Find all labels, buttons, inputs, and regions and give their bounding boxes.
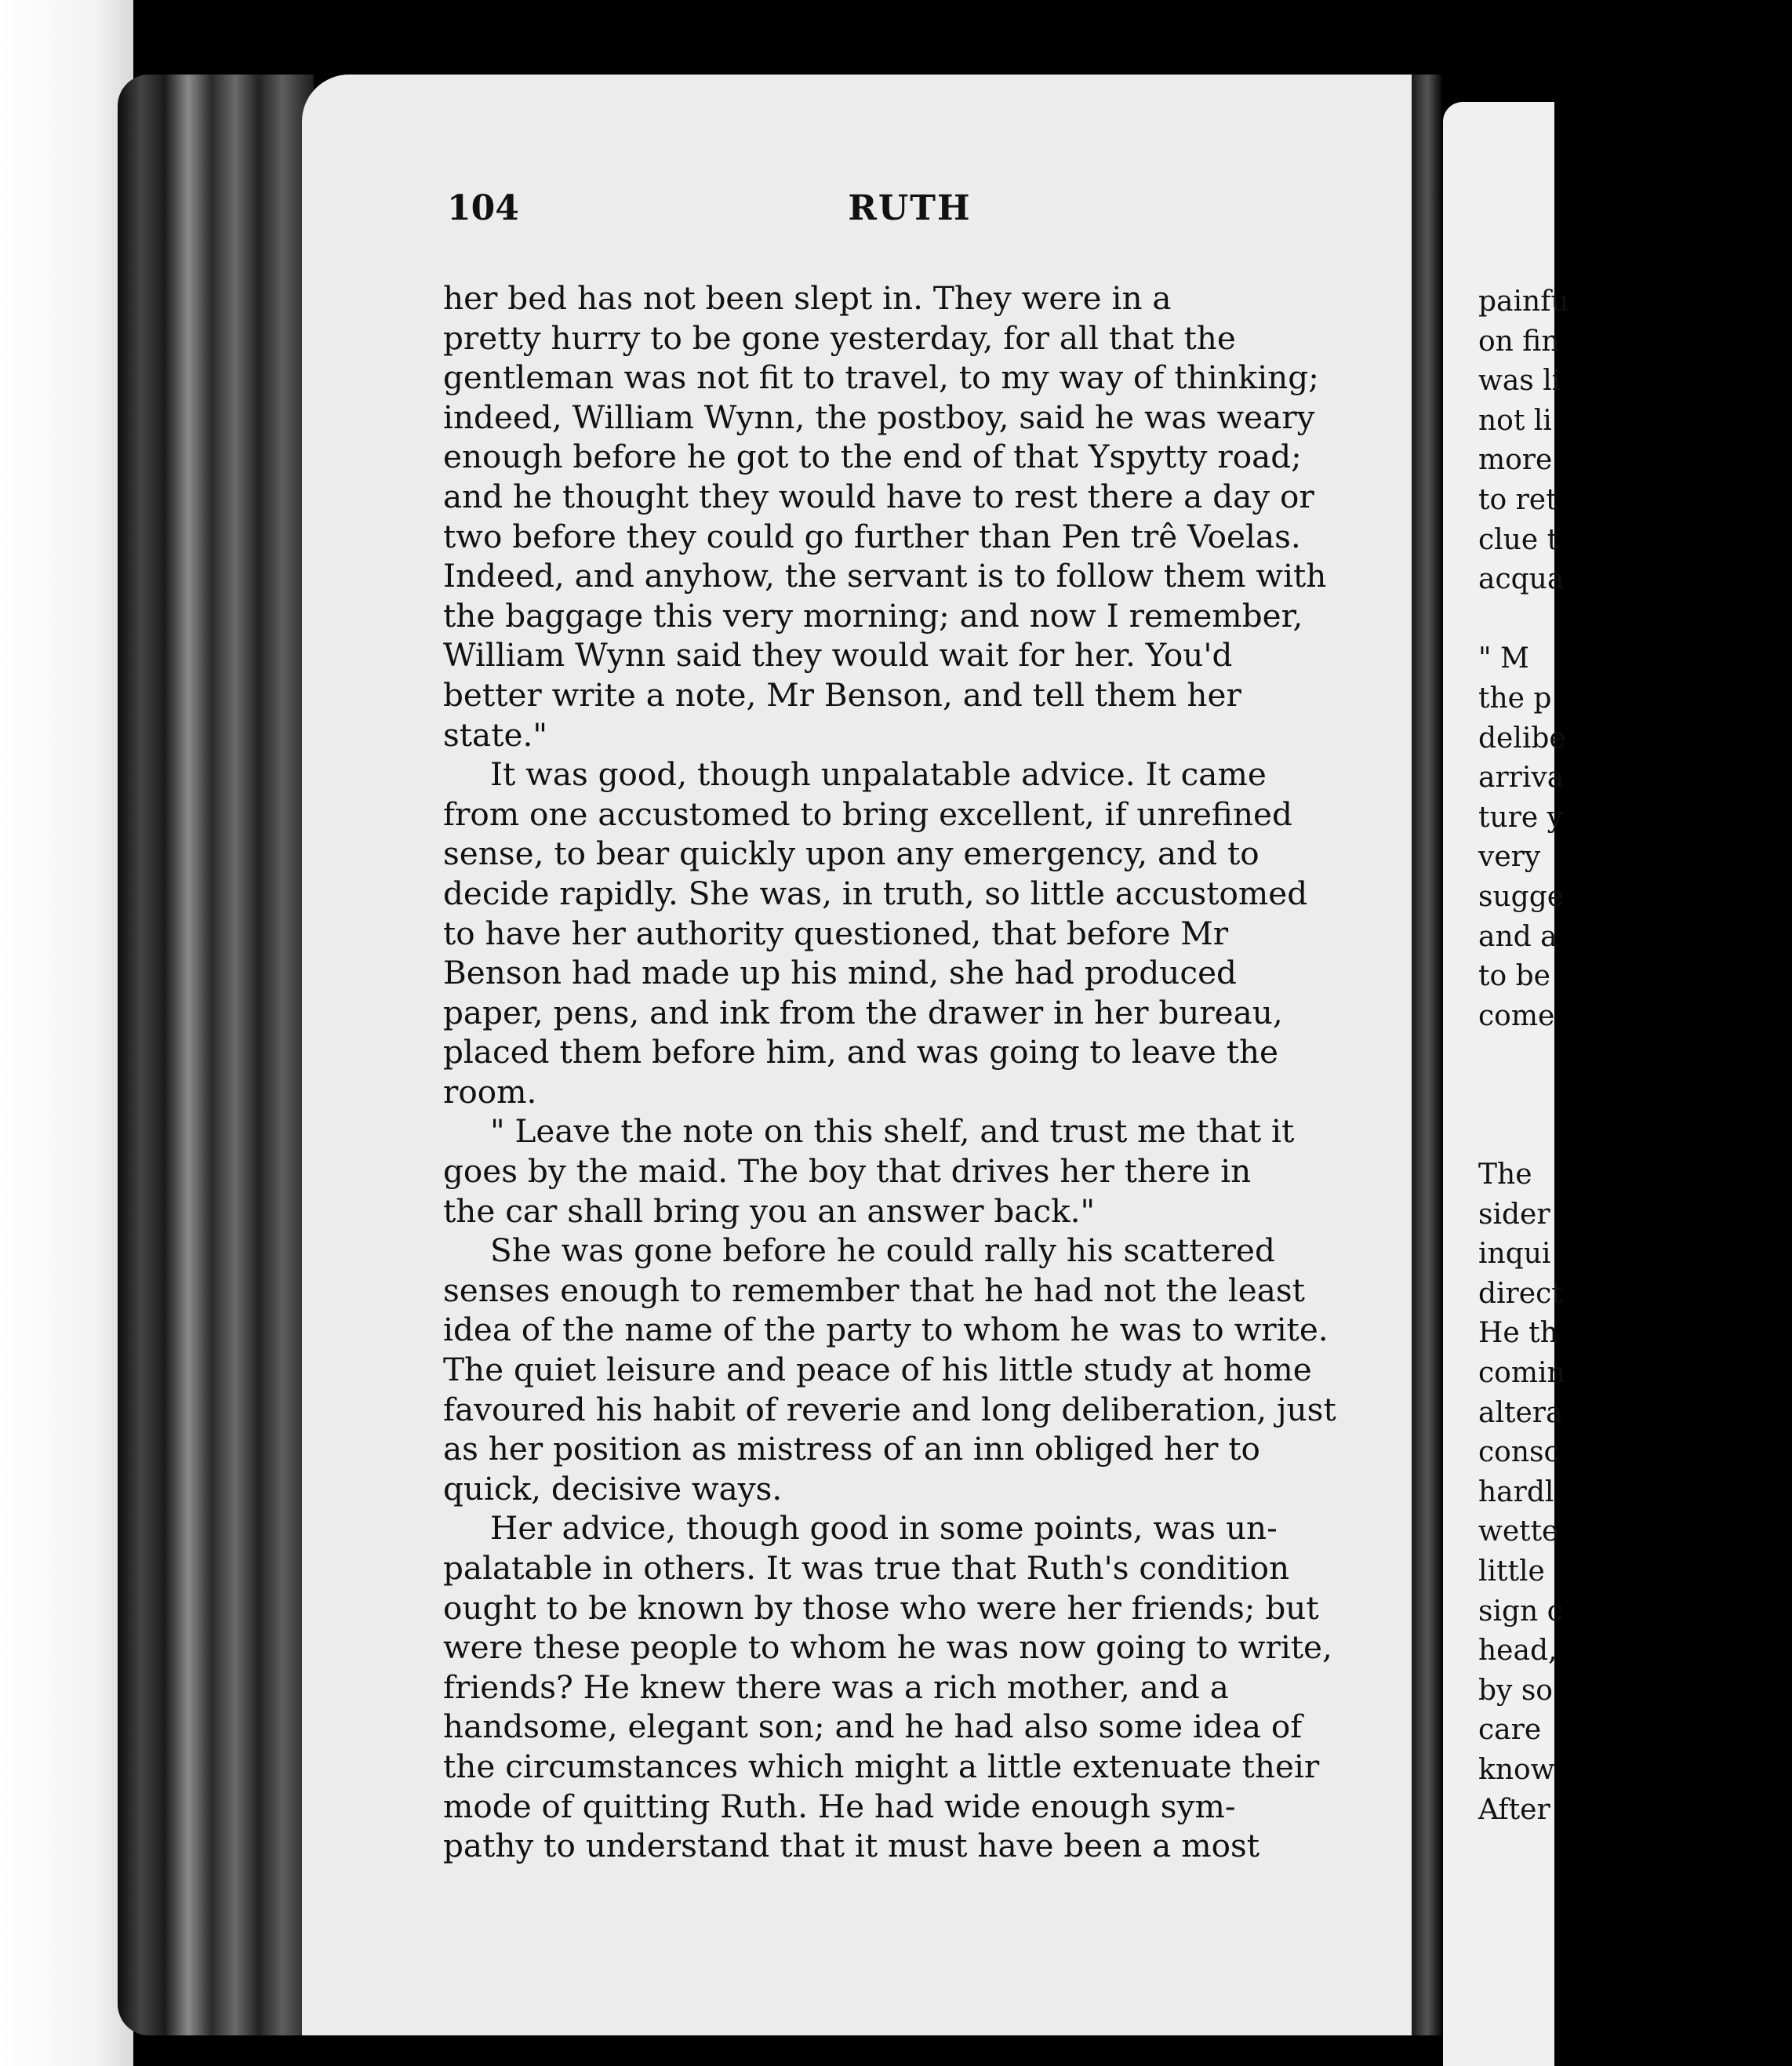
text-line: better write a note, Mr Benson, and tell them her (443, 675, 1241, 714)
book-page-edges (118, 75, 314, 2035)
facing-text-line: sign c (1478, 1595, 1563, 1628)
facing-text-line: on fin (1478, 325, 1560, 358)
text-line: were these people to whom he was now going to write, (443, 1628, 1332, 1667)
facing-text-line (1478, 600, 1792, 640)
facing-text-line: to ret (1478, 483, 1558, 516)
facing-text-line: He th (1478, 1317, 1558, 1350)
text-line: and he thought they would have to rest there a day or (443, 477, 1314, 515)
facing-text-line: by so (1478, 1674, 1553, 1707)
text-line: pathy to understand that it must have been a most (443, 1827, 1260, 1865)
facing-text-line: clue t (1478, 523, 1559, 556)
facing-text-line: wette (1478, 1515, 1559, 1548)
text-line: favoured his habit of reverie and long deliberation, just (443, 1390, 1336, 1428)
text-line: two before they could go further than Pen trê Voelas. (443, 517, 1301, 555)
text-line: The quiet leisure and peace of his little study at home (443, 1351, 1312, 1389)
text-line: handsome, elegant son; and he had also some idea of (443, 1708, 1303, 1746)
text-line: palatable in others. It was true that Ruth's condition (443, 1549, 1290, 1587)
facing-text-line: to be (1478, 960, 1550, 993)
text-line: her bed has not been slept in. They were in a (443, 279, 1172, 317)
facing-text-line: little (1478, 1555, 1545, 1588)
text-line: ought to be known by those who were her friends; but (443, 1588, 1319, 1627)
facing-text-line: and a (1478, 920, 1558, 953)
text-line: Her advice, though good in some points, was un- (490, 1509, 1278, 1548)
body-text (443, 278, 1384, 1866)
facing-text-line: " M (1478, 642, 1529, 675)
facing-text-line: very (1478, 841, 1541, 874)
facing-text-line: direct (1478, 1277, 1563, 1310)
page-number: 104 (447, 188, 519, 228)
text-line: William Wynn said they would wait for her. You'd (443, 636, 1233, 675)
text-line: goes by the maid. The boy that drives her there in (443, 1152, 1252, 1191)
facing-text-line: come (1478, 999, 1555, 1032)
text-line: senses enough to remember that he had not the least (443, 1271, 1305, 1309)
text-line: to have her authority questioned, that before Mr (443, 914, 1229, 952)
text-line: state." (443, 715, 547, 754)
text-line: from one accustomed to bring excellent, if unrefined (443, 795, 1292, 833)
text-line: idea of the name of the party to whom he was to write. (443, 1311, 1329, 1349)
text-line: sense, to bear quickly upon any emergency, and to (443, 835, 1259, 873)
text-line: enough before he got to the end of that Yspytty road; (443, 438, 1302, 476)
text-line: indeed, William Wynn, the postboy, said he was weary (443, 398, 1315, 436)
text-line: It was good, though unpalatable advice. It came (490, 755, 1267, 794)
book-gutter (1412, 75, 1443, 2035)
text-line: placed them before him, and was going to leave the (443, 1033, 1279, 1071)
facing-text-line: painfu (1478, 286, 1569, 318)
running-title: RUTH (848, 188, 972, 228)
facing-text-line: altera (1478, 1396, 1563, 1429)
text-line: the circumstances which might a little extenuate their (443, 1747, 1320, 1785)
text-line: quick, decisive ways. (443, 1469, 783, 1508)
text-line: room. (443, 1072, 537, 1111)
facing-text-line: ture y (1478, 801, 1563, 834)
facing-text-line: know (1478, 1753, 1555, 1786)
facing-text-line: not li (1478, 404, 1552, 437)
text-line: paper, pens, and ink from the drawer in her bureau, (443, 993, 1283, 1031)
scan-background-margin (0, 0, 133, 2066)
text-line: Indeed, and anyhow, the servant is to follow them with (443, 557, 1327, 595)
facing-text-line: arriva (1478, 762, 1565, 795)
facing-page-text (1478, 282, 1792, 1830)
facing-text-line (1478, 1036, 1792, 1076)
text-line: mode of quitting Ruth. He had wide enough sym- (443, 1787, 1236, 1825)
text-line: Benson had made up his mind, she had produced (443, 954, 1237, 992)
left-book-page (302, 75, 1412, 2035)
text-line: as her position as mistress of an inn obliged her to (443, 1430, 1260, 1468)
text-line: friends? He knew there was a rich mother, and a (443, 1668, 1229, 1706)
facing-text-line: was li (1478, 365, 1561, 398)
facing-text-line (1478, 1115, 1792, 1155)
facing-text-line: comin (1478, 1357, 1565, 1390)
page-header (447, 188, 1388, 243)
facing-text-line: acqua (1478, 563, 1565, 596)
facing-text-line: The (1478, 1158, 1532, 1191)
text-line: " Leave the note on this shelf, and trust me that it (490, 1112, 1295, 1151)
facing-text-line: care (1478, 1714, 1542, 1747)
facing-text-line: sugge (1478, 880, 1565, 913)
facing-text-line (1478, 1076, 1792, 1116)
facing-text-line: consc (1478, 1436, 1560, 1469)
text-line: gentleman was not fit to travel, to my way of thinking; (443, 358, 1319, 397)
text-line: She was gone before he could rally his scattered (490, 1231, 1275, 1270)
facing-text-line: more (1478, 444, 1553, 477)
facing-text-line: delibe (1478, 722, 1566, 755)
text-line: pretty hurry to be gone yesterday, for all that the (443, 318, 1236, 357)
facing-text-line: head, (1478, 1635, 1558, 1668)
text-line: the baggage this very morning; and now I remember, (443, 596, 1303, 635)
facing-page-fragment (1443, 102, 1569, 2066)
text-line: decide rapidly. She was, in truth, so little accustomed (443, 874, 1308, 912)
text-line: the car shall bring you an answer back." (443, 1191, 1096, 1230)
facing-text-line: sider (1478, 1198, 1550, 1231)
facing-text-line: hardl (1478, 1475, 1554, 1508)
facing-text-line: the p (1478, 682, 1552, 715)
facing-text-line: After (1478, 1793, 1550, 1826)
facing-text-line: inqui (1478, 1238, 1551, 1271)
